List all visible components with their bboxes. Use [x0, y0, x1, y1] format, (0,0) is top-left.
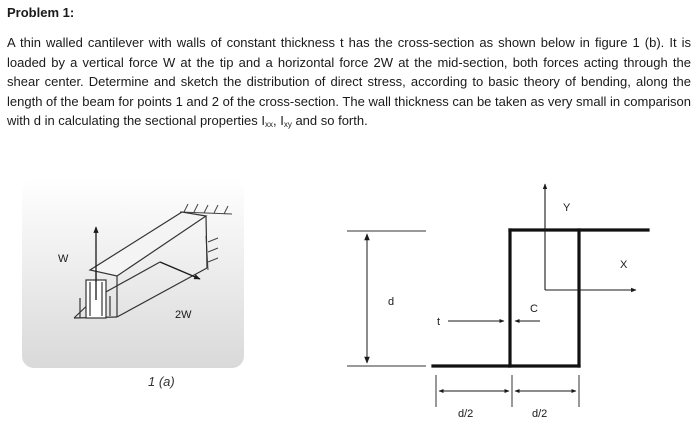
- dim-d-label: d: [388, 296, 395, 308]
- problem-heading: Problem 1:: [7, 5, 75, 20]
- force-w-label: W: [58, 253, 69, 265]
- thickness-label: t: [437, 316, 441, 328]
- statement-text: A thin walled cantilever with walls of constant thickness t has the cross-section as shown below in figure 1 (b). It is loaded by a vertical force W at the tip and a horizontal force 2W at the mid-section, both forces acting through the shear center. Determine and sketch the distribution of direct stress, according to basic theory of bending, along the length of the beam for points 1 and 2 of the cross-section. The wall thickness can be taken as very small in comparison with d in calculating the sectional properties I: [7, 35, 691, 129]
- x-axis-label: X: [620, 259, 628, 271]
- subscript-xx: xx: [264, 120, 273, 130]
- statement-tail: and so forth.: [291, 113, 368, 129]
- figure-1a-background: [22, 178, 244, 368]
- subscript-xy: xy: [283, 120, 292, 130]
- statement-separator: , I: [272, 113, 284, 129]
- dim-half-left-label: d/2: [458, 408, 474, 420]
- figure-1a-caption: 1 (a): [148, 374, 175, 389]
- shear-center-label: C: [530, 303, 538, 315]
- figure-1b: [347, 184, 648, 420]
- z-section: [433, 230, 648, 366]
- dim-half-right-label: d/2: [532, 408, 548, 420]
- force-2w-label: 2W: [175, 309, 192, 321]
- y-axis-label: Y: [563, 202, 571, 214]
- figure-1a: [22, 178, 244, 389]
